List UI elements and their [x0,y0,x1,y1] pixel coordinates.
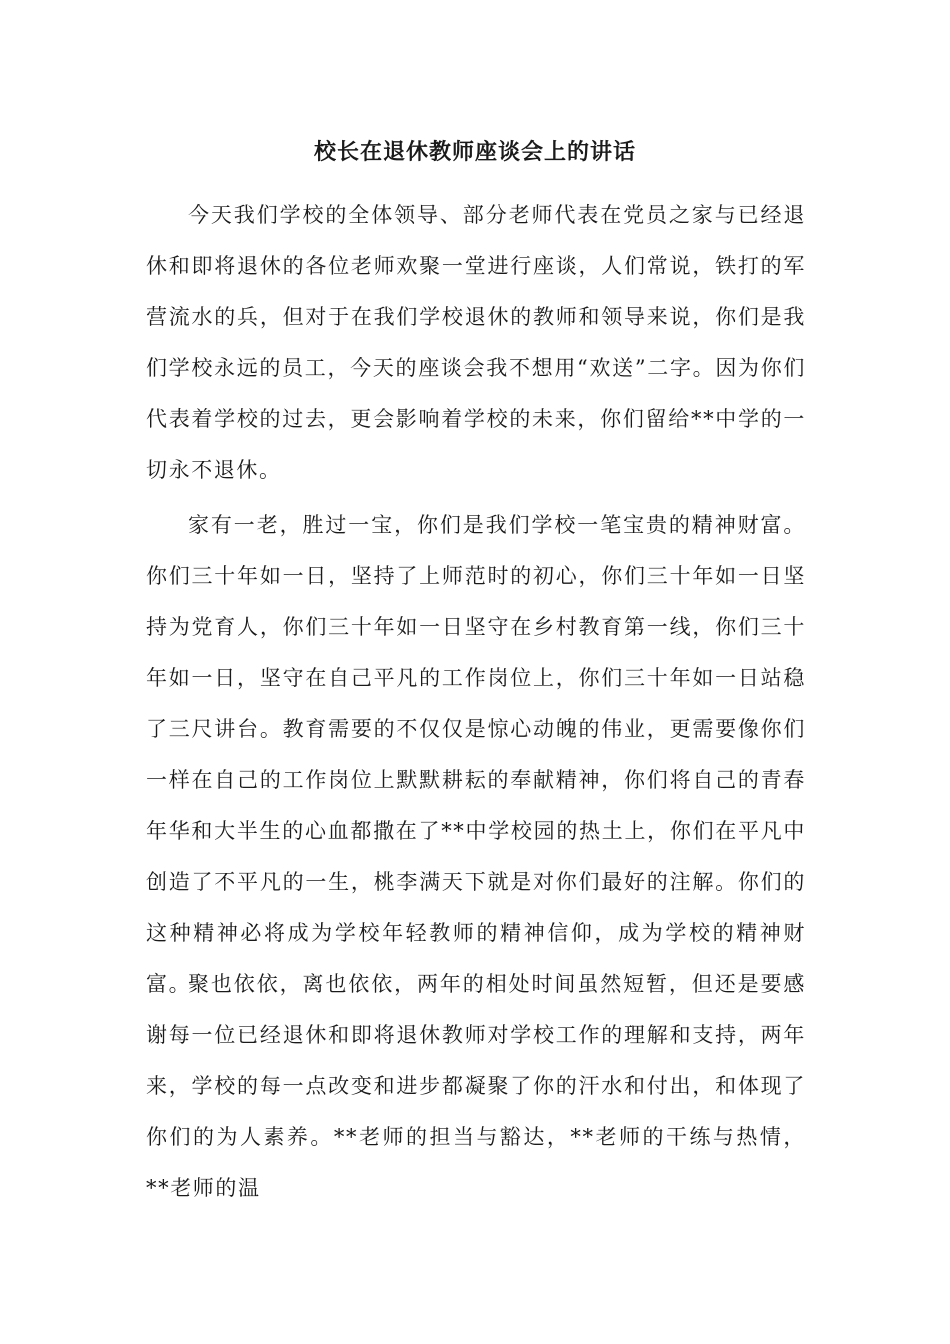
paragraph-2: 家有一老，胜过一宝，你们是我们学校一笔宝贵的精神财富。你们三十年如一日，坚持了上师范时的初心，你们三十年如一日坚持为党育人，你们三十年如一日坚守在乡村教育第一线，你们三十年如一日，坚守在自己平凡的工作岗位上，你们三十年如一日站稳了三尺讲台。教育需要的不仅仅是惊心动魄的伟业，更需要像你们一样在自己的工作岗位上默默耕耘的奉献精神，你们将自己的青春年华和大半生的心血都撒在了**中学校园的热土上，你们在平凡中创造了不平凡的一生，桃李满天下就是对你们最好的注解。你们的这种精神必将成为学校年轻教师的精神信仰，成为学校的精神财富。 [146,513,806,996]
paragraph-3: 聚也依依，离也依依，两年的相处时间虽然短暂，但还是要感谢每一位已经退休和即将退休教师对学校工作的理解和支持，两年来，学校的每一点改变和进步都凝聚了你的汗水和付出，和体现了你们的为人素养。**老师的担当与豁达，**老师的干练与热情，**老师的温 [146,972,806,1200]
document-title: 校长在退休教师座谈会上的讲话 [313,139,636,165]
paragraph-1: 今天我们学校的全体领导、部分老师代表在党员之家与已经退休和即将退休的各位老师欢聚一堂进行座谈，人们常说，铁打的军营流水的兵，但对于在我们学校退休的教师和领导来说，你们是我们学校永远的员工，今天的座谈会我不想用“欢送”二字。因为你们代表着学校的过去，更会影响着学校的未来，你们留给**中学的一切永不退休。 [146,203,806,482]
